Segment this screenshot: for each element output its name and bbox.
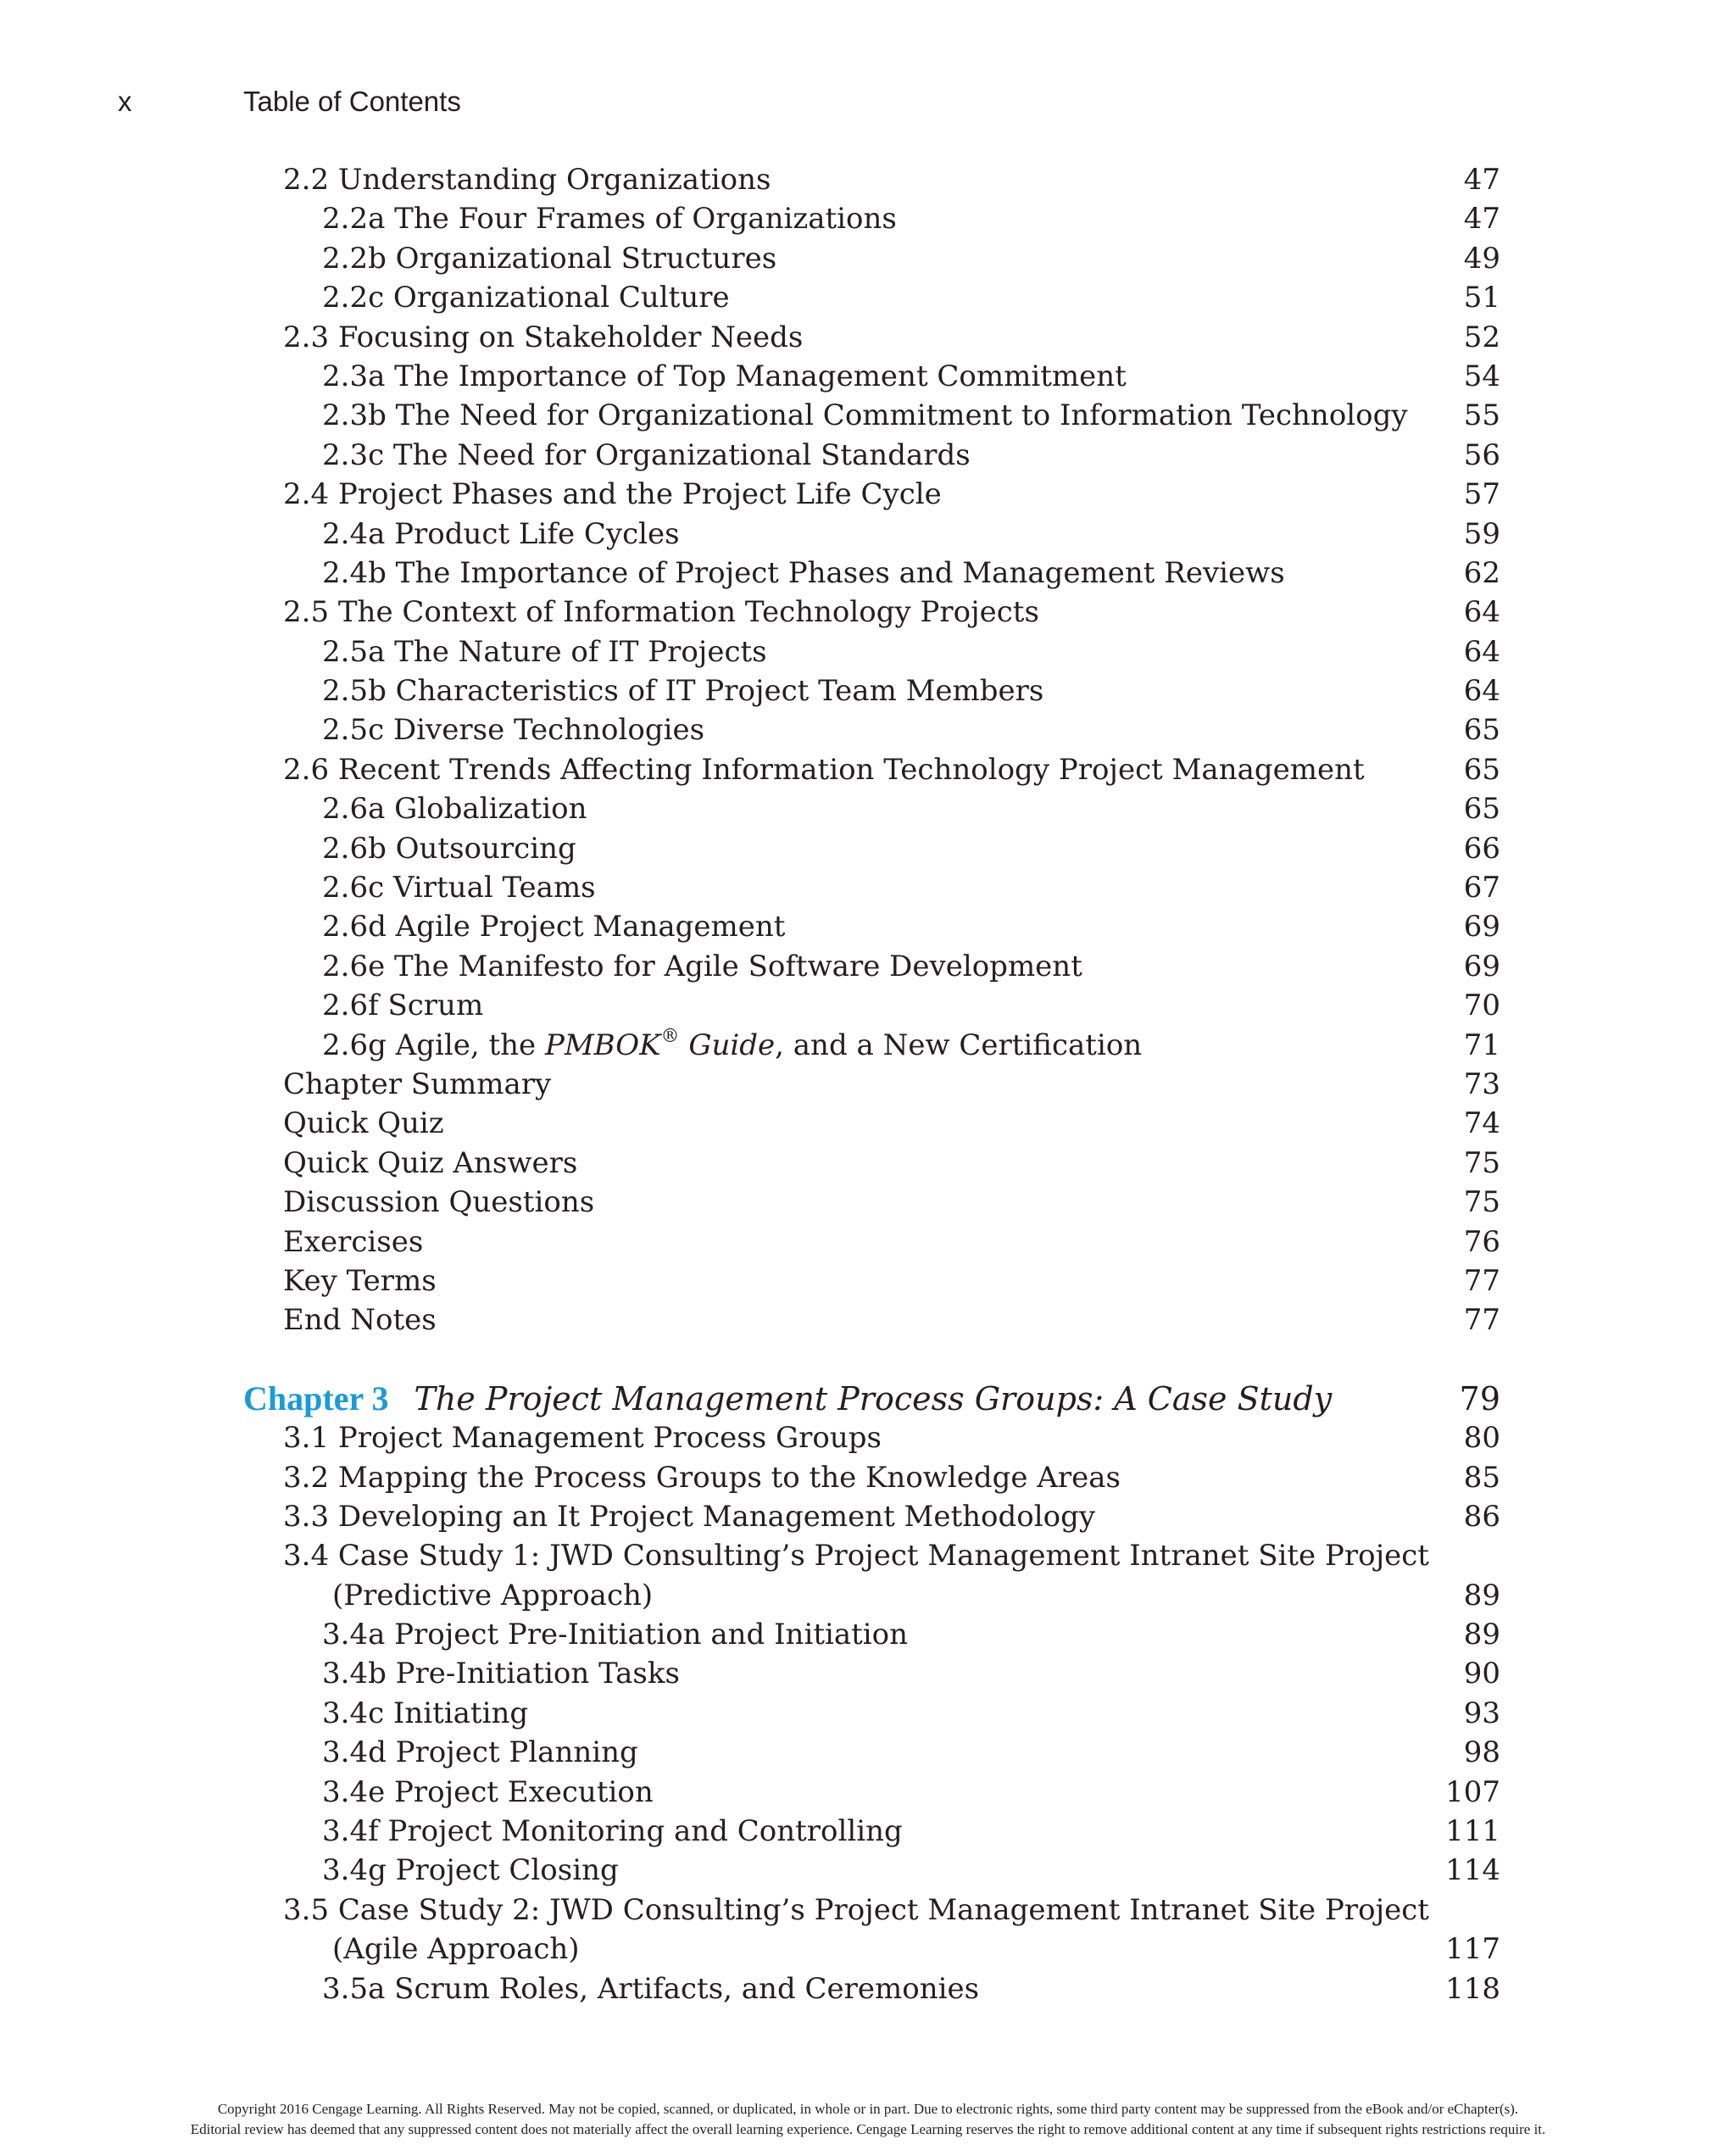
toc-entry-label: 2.4a Product Life Cycles bbox=[322, 516, 680, 551]
toc-entry-page: 65 bbox=[1463, 713, 1500, 748]
toc-entry-page: 64 bbox=[1463, 595, 1500, 630]
toc-entry-label: 3.4d Project Planning bbox=[322, 1735, 638, 1770]
toc-entry[interactable] bbox=[0, 1262, 1736, 1301]
toc-entry-page: 62 bbox=[1463, 555, 1500, 590]
toc-entry-page: 49 bbox=[1463, 241, 1500, 276]
toc-group-chapter-3-sections bbox=[0, 1418, 1736, 2008]
toc-entry-label: Discussion Questions bbox=[283, 1185, 595, 1220]
label-prefix: 2.6g Agile, the bbox=[322, 1028, 545, 1062]
toc-entry-label bbox=[322, 1026, 1142, 1065]
toc-entry-label: 2.5a The Nature of IT Projects bbox=[322, 634, 767, 669]
toc-entry-page: 75 bbox=[1463, 1145, 1500, 1180]
toc-entry-page: 90 bbox=[1463, 1657, 1500, 1691]
toc-entry[interactable] bbox=[0, 1418, 1736, 1457]
toc-entry[interactable] bbox=[0, 750, 1736, 789]
toc-entry-page: 47 bbox=[1463, 163, 1500, 197]
toc-entry-page: 76 bbox=[1463, 1224, 1500, 1259]
pmbok-text: PMBOK bbox=[544, 1028, 661, 1062]
toc-entry-label: Quick Quiz bbox=[283, 1106, 444, 1141]
toc-entry-page: 117 bbox=[1445, 1932, 1500, 1967]
toc-entry-label: 2.6 Recent Trends Affecting Information Technology Project Management bbox=[283, 752, 1365, 787]
toc-entry[interactable] bbox=[0, 436, 1736, 475]
toc-entry-page: 77 bbox=[1463, 1263, 1500, 1298]
toc-entry-label: 3.4f Project Monitoring and Controlling bbox=[322, 1814, 903, 1849]
toc-entry-label: (Predictive Approach) bbox=[332, 1578, 654, 1612]
toc-entry-page: 51 bbox=[1463, 281, 1500, 315]
toc-entry[interactable] bbox=[0, 1891, 1736, 1930]
toc-entry[interactable] bbox=[0, 1104, 1736, 1143]
toc-entry[interactable] bbox=[0, 947, 1736, 986]
toc-entry-page: 85 bbox=[1463, 1460, 1500, 1495]
toc-entry[interactable] bbox=[0, 671, 1736, 710]
toc-entry[interactable] bbox=[0, 278, 1736, 317]
toc-entry-label: 2.6f Scrum bbox=[322, 989, 484, 1023]
label-suffix: , and a New Certification bbox=[775, 1028, 1143, 1062]
toc-entry-label: 2.6d Agile Project Management bbox=[322, 910, 786, 944]
toc-entry[interactable] bbox=[0, 1144, 1736, 1183]
toc-entry-label: 2.6e The Manifesto for Agile Software Development bbox=[322, 949, 1082, 983]
page-folio: x bbox=[118, 86, 132, 117]
toc-entry-page: 80 bbox=[1463, 1421, 1500, 1456]
toc-entry[interactable] bbox=[0, 1536, 1736, 1575]
chapter-spacer bbox=[0, 1340, 1736, 1379]
copyright-footer bbox=[0, 2099, 1736, 2140]
toc-entry-label: 3.3 Developing an It Project Management Methodology bbox=[283, 1499, 1096, 1534]
toc-entry-label: 3.1 Project Management Process Groups bbox=[283, 1421, 882, 1456]
toc-entry-page: 93 bbox=[1463, 1696, 1500, 1730]
toc-entry[interactable] bbox=[0, 1026, 1736, 1065]
toc-entry[interactable] bbox=[0, 199, 1736, 238]
toc-group-chapter-2-sections bbox=[0, 160, 1736, 986]
toc-entry-label: 2.3a The Importance of Top Management Commitment bbox=[322, 359, 1127, 393]
toc-entry-label: 2.6c Virtual Teams bbox=[322, 871, 596, 905]
toc-entry-label: 2.3c The Need for Organizational Standards bbox=[322, 437, 971, 472]
toc-entry-label: 3.2 Mapping the Process Groups to the Knowledge Areas bbox=[283, 1460, 1121, 1495]
toc-entry-page: 56 bbox=[1463, 437, 1500, 472]
toc-entry-label: 2.2 Understanding Organizations bbox=[283, 163, 771, 197]
toc-entry-page: 52 bbox=[1463, 320, 1500, 354]
toc-entry-page: 69 bbox=[1463, 949, 1500, 983]
toc-entry[interactable] bbox=[0, 554, 1736, 593]
toc-entry[interactable] bbox=[0, 710, 1736, 749]
toc-entry[interactable] bbox=[0, 1497, 1736, 1536]
chapter-title: The Project Management Process Groups: A Case Study bbox=[414, 1379, 1333, 1418]
toc-entry[interactable] bbox=[0, 632, 1736, 671]
toc-entry-page: 54 bbox=[1463, 359, 1500, 393]
toc-entry-page: 55 bbox=[1463, 398, 1500, 433]
toc-entry[interactable] bbox=[0, 1576, 1736, 1615]
toc-entry-page: 98 bbox=[1463, 1735, 1500, 1770]
toc-entry[interactable] bbox=[0, 593, 1736, 632]
toc-entry-label: 3.4c Initiating bbox=[322, 1696, 529, 1730]
toc-entry-page: 118 bbox=[1445, 1971, 1500, 2006]
pmbok-italic bbox=[545, 1028, 775, 1062]
toc-entry-page: 74 bbox=[1463, 1106, 1500, 1141]
toc-entry-label: 3.5 Case Study 2: JWD Consulting’s Project Management Intranet Site Project bbox=[283, 1892, 1429, 1927]
toc-entry[interactable] bbox=[0, 1301, 1736, 1340]
toc-entry[interactable] bbox=[0, 357, 1736, 396]
toc-entry-label: Quick Quiz Answers bbox=[283, 1145, 578, 1180]
running-head-title: Table of Contents bbox=[243, 86, 461, 117]
toc-entry-page: 65 bbox=[1463, 752, 1500, 787]
toc-entry-label: End Notes bbox=[283, 1303, 437, 1338]
toc-entry-page: 107 bbox=[1445, 1774, 1500, 1809]
toc-entry[interactable] bbox=[0, 1812, 1736, 1851]
toc-entry[interactable] bbox=[0, 160, 1736, 199]
toc-entry[interactable] bbox=[0, 1223, 1736, 1262]
toc-entry-page: 75 bbox=[1463, 1185, 1500, 1220]
toc-entry[interactable] bbox=[0, 868, 1736, 907]
toc-entry[interactable] bbox=[0, 515, 1736, 554]
toc-entry-label: 2.4b The Importance of Project Phases and Management Reviews bbox=[322, 555, 1285, 590]
toc-entry-page: 114 bbox=[1445, 1853, 1500, 1888]
toc-entry-page: 86 bbox=[1463, 1499, 1500, 1534]
toc-entry[interactable] bbox=[0, 1654, 1736, 1693]
copyright-line-1: Copyright 2016 Cengage Learning. All Rights Reserved. May not be copied, scanned, or duplicated, in whole or in part. Due to electronic rights, some third party content may be suppressed from the eBook and/or eChapter(s). bbox=[217, 2101, 1519, 2117]
table-of-contents bbox=[0, 160, 1736, 2008]
toc-entry-label: 2.2a The Four Frames of Organizations bbox=[322, 202, 897, 237]
toc-entry-page: 89 bbox=[1463, 1618, 1500, 1652]
toc-entry-label: 2.3b The Need for Organizational Commitment to Information Technology bbox=[322, 398, 1408, 433]
toc-entry-label: 3.4e Project Execution bbox=[322, 1774, 654, 1809]
toc-entry-label: Exercises bbox=[283, 1224, 424, 1259]
toc-entry-label: 2.3 Focusing on Stakeholder Needs bbox=[283, 320, 804, 354]
toc-entry-page: 65 bbox=[1463, 792, 1500, 827]
toc-entry[interactable] bbox=[0, 1851, 1736, 1890]
toc-entry-label: (Agile Approach) bbox=[332, 1932, 580, 1967]
toc-entry[interactable] bbox=[0, 1733, 1736, 1772]
toc-entry[interactable] bbox=[0, 907, 1736, 946]
toc-entry-label: 2.5 The Context of Information Technology Projects bbox=[283, 595, 1039, 630]
toc-entry-page: 73 bbox=[1463, 1067, 1500, 1101]
toc-entry[interactable] bbox=[0, 1930, 1736, 1969]
toc-entry[interactable] bbox=[0, 1694, 1736, 1733]
toc-entry-label: Key Terms bbox=[283, 1263, 437, 1298]
toc-entry-page: 71 bbox=[1463, 1028, 1500, 1062]
toc-entry-label: 3.4a Project Pre-Initiation and Initiation bbox=[322, 1618, 909, 1652]
toc-group-chapter-2-back-matter bbox=[0, 1065, 1736, 1340]
chapter-page: 79 bbox=[1459, 1379, 1500, 1418]
toc-entry[interactable] bbox=[0, 1615, 1736, 1654]
toc-entry-label: 2.4 Project Phases and the Project Life Cycle bbox=[283, 477, 942, 512]
toc-entry[interactable] bbox=[0, 318, 1736, 357]
toc-entry-page: 70 bbox=[1463, 989, 1500, 1023]
toc-entry-label: 2.6b Outsourcing bbox=[322, 831, 576, 866]
toc-entry-page: 69 bbox=[1463, 910, 1500, 944]
toc-entry-label: 2.6a Globalization bbox=[322, 792, 587, 827]
toc-entry-page: 57 bbox=[1463, 477, 1500, 512]
toc-entry-label: 3.4b Pre-Initiation Tasks bbox=[322, 1657, 680, 1691]
copyright-line-2: Editorial review has deemed that any suppressed content does not materially affect the overall learning experience. Cengage Learning reserves the right to remove additional content at any time if subsequent rights restrictions require it. bbox=[190, 2121, 1546, 2137]
toc-entry[interactable] bbox=[0, 789, 1736, 828]
toc-entry-page: 47 bbox=[1463, 202, 1500, 237]
toc-entry-page: 66 bbox=[1463, 831, 1500, 866]
toc-entry[interactable] bbox=[0, 1183, 1736, 1222]
toc-entry-page: 64 bbox=[1463, 674, 1500, 709]
toc-entry-page: 77 bbox=[1463, 1303, 1500, 1338]
toc-entry[interactable] bbox=[0, 396, 1736, 435]
toc-entry-label: 2.2c Organizational Culture bbox=[322, 281, 730, 315]
toc-chapter-heading[interactable] bbox=[0, 1379, 1736, 1418]
toc-entry-label: 2.5c Diverse Technologies bbox=[322, 713, 705, 748]
toc-entry[interactable] bbox=[0, 1458, 1736, 1497]
toc-entry[interactable] bbox=[0, 1969, 1736, 2008]
toc-entry-label: 3.4g Project Closing bbox=[322, 1853, 619, 1888]
running-head bbox=[0, 83, 1736, 120]
toc-entry-page: 64 bbox=[1463, 634, 1500, 669]
toc-entry[interactable] bbox=[0, 239, 1736, 278]
toc-entry[interactable] bbox=[0, 475, 1736, 514]
toc-entry[interactable] bbox=[0, 986, 1736, 1025]
chapter-heading-label bbox=[243, 1379, 1332, 1418]
toc-entry[interactable] bbox=[0, 1065, 1736, 1104]
toc-entry-label: 3.5a Scrum Roles, Artifacts, and Ceremonies bbox=[322, 1971, 980, 2006]
guide-text: Guide bbox=[679, 1028, 776, 1062]
toc-entry[interactable] bbox=[0, 1773, 1736, 1812]
toc-entry-label: 2.2b Organizational Structures bbox=[322, 241, 777, 276]
toc-entry-page: 67 bbox=[1463, 871, 1500, 905]
toc-entry-page: 89 bbox=[1463, 1578, 1500, 1612]
toc-entry-page: 111 bbox=[1445, 1814, 1500, 1849]
toc-entry-label: Chapter Summary bbox=[283, 1067, 552, 1101]
toc-entry-label: 2.5b Characteristics of IT Project Team Members bbox=[322, 674, 1044, 709]
chapter-number: Chapter 3 bbox=[243, 1379, 389, 1418]
registered-mark: ® bbox=[660, 1026, 680, 1048]
toc-entry[interactable] bbox=[0, 829, 1736, 868]
toc-entry-label: 3.4 Case Study 1: JWD Consulting’s Project Management Intranet Site Project bbox=[283, 1539, 1429, 1574]
toc-entry-page: 59 bbox=[1463, 516, 1500, 551]
